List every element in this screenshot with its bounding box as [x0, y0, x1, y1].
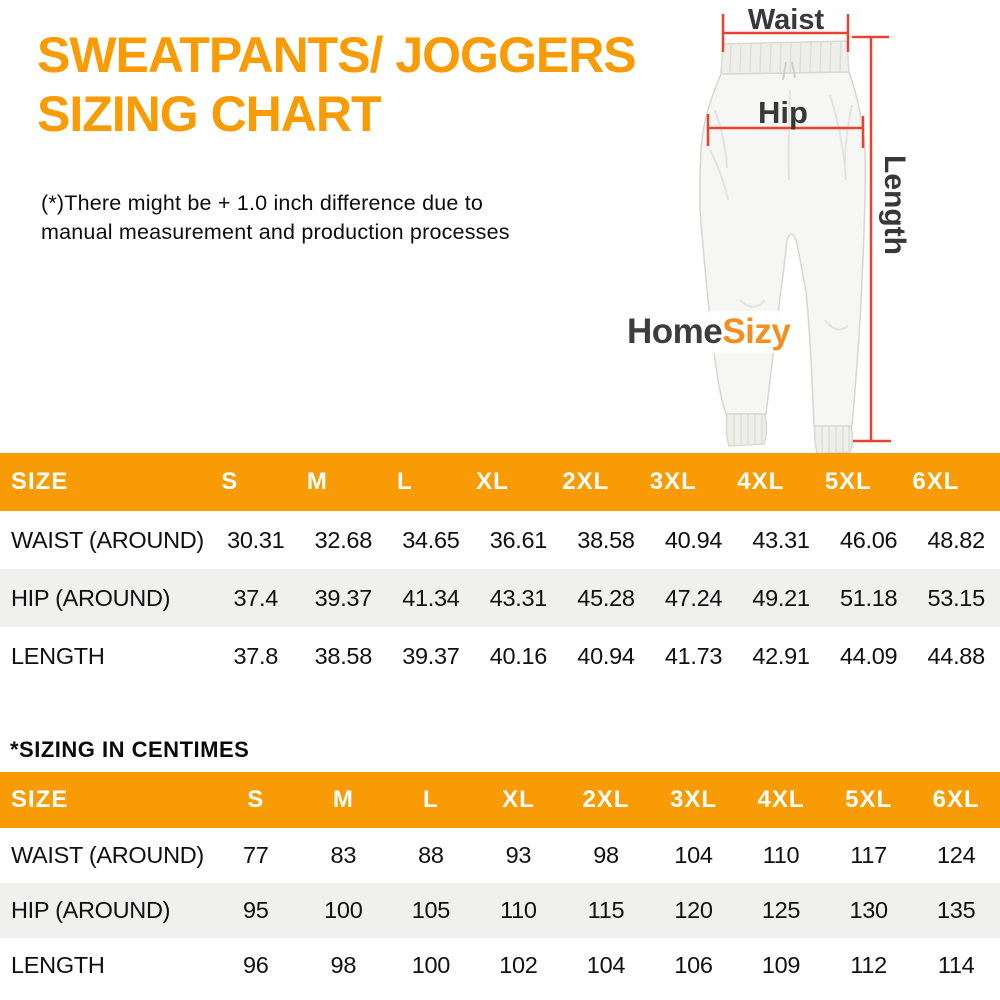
- sizing-table-inches: [0, 453, 1000, 685]
- size-value-cell: 37.8: [233, 642, 279, 669]
- size-value-cell: 104: [674, 842, 713, 868]
- size-value-cell: 106: [674, 952, 713, 978]
- left-cuff: [726, 414, 766, 446]
- hip-label: Hip: [758, 95, 808, 130]
- size-header-M: M: [300, 772, 388, 828]
- size-header-2XL: 2XL: [562, 772, 650, 828]
- size-header-4XL: 4XL: [737, 772, 825, 828]
- row-label: WAIST (AROUND): [11, 526, 204, 553]
- size-value-cell: 43.31: [752, 526, 810, 553]
- size-header-S: S: [212, 453, 300, 511]
- size-value-cell: 98: [330, 952, 357, 978]
- pants-measurement-diagram: [600, 0, 1000, 458]
- size-header-6XL: 6XL: [912, 453, 1000, 511]
- size-value-cell: 51.18: [839, 584, 898, 611]
- size-header-6XL: 6XL: [912, 772, 1000, 828]
- size-value-cell: 120: [674, 897, 713, 923]
- size-value-cell: 125: [761, 897, 801, 923]
- sizing-table-centimeters: [0, 772, 1000, 993]
- size-header-5XL: 5XL: [825, 453, 913, 511]
- size-value-cell: 96: [243, 952, 269, 978]
- cm-section-heading: *SIZING IN CENTIMES: [10, 737, 250, 762]
- size-value-cell: 77: [243, 842, 269, 868]
- size-value-cell: 124: [937, 842, 976, 868]
- header-row: [0, 453, 1000, 511]
- size-value-cell: 53.15: [927, 584, 985, 611]
- size-value-cell: 114: [937, 952, 975, 978]
- size-value-cell: 32.68: [314, 526, 372, 553]
- size-header-3XL: 3XL: [650, 772, 738, 828]
- size-value-cell: 110: [500, 897, 537, 923]
- size-value-cell: 135: [937, 897, 976, 923]
- size-header-L: L: [387, 453, 475, 511]
- row-label: WAIST (AROUND): [11, 842, 204, 868]
- logo-text-sizy: Sizy: [722, 312, 791, 351]
- size-value-cell: 38.58: [577, 526, 635, 553]
- size-value-cell: 34.65: [402, 526, 460, 553]
- measurement-note-line2: manual measurement and production processes: [41, 219, 510, 244]
- size-value-cell: 41.73: [664, 642, 723, 669]
- size-value-cell: 109: [761, 952, 801, 978]
- size-value-cell: 40.16: [489, 642, 548, 669]
- size-value-cell: 37.4: [233, 584, 279, 611]
- measurement-note-line1: (*)There might be + 1.0 inch difference due to: [41, 191, 484, 215]
- size-value-cell: 112: [850, 952, 887, 978]
- table-row: [0, 627, 1000, 685]
- size-value-cell: 98: [593, 842, 619, 868]
- size-value-cell: 42.91: [752, 642, 810, 669]
- row-label: LENGTH: [11, 642, 105, 669]
- logo-text-home: Home: [627, 312, 723, 351]
- size-value-cell: 88: [418, 842, 444, 868]
- size-value-cell: 49.21: [752, 584, 810, 611]
- size-value-cell: 83: [330, 842, 357, 868]
- size-value-cell: 44.88: [927, 642, 985, 669]
- measurement-note: [41, 189, 510, 246]
- size-value-cell: 47.24: [664, 584, 723, 611]
- size-value-cell: 115: [587, 897, 625, 923]
- size-value-cell: 46.06: [839, 526, 898, 553]
- size-value-cell: 93: [505, 842, 532, 868]
- size-value-cell: 45.28: [577, 584, 635, 611]
- table-row: [0, 883, 1000, 938]
- size-value-cell: 41.34: [402, 584, 460, 611]
- size-column-header: SIZE: [0, 453, 212, 511]
- size-header-S: S: [212, 772, 300, 828]
- pants-illustration: [600, 0, 1000, 458]
- table-row: [0, 828, 1000, 883]
- table-row: [0, 938, 1000, 993]
- size-value-cell: 105: [411, 897, 451, 923]
- size-value-cell: 48.82: [927, 526, 985, 553]
- size-value-cell: 39.37: [314, 584, 372, 611]
- waist-label: Waist: [747, 4, 825, 36]
- size-value-cell: 110: [762, 842, 800, 868]
- size-header-XL: XL: [475, 453, 563, 511]
- page-title-line2: SIZING CHART: [37, 86, 381, 142]
- size-header-4XL: 4XL: [737, 453, 825, 511]
- size-header-M: M: [300, 453, 388, 511]
- size-header-3XL: 3XL: [650, 453, 738, 511]
- header-row: [0, 772, 1000, 828]
- table-row: [0, 511, 1000, 569]
- size-value-cell: 38.58: [314, 642, 372, 669]
- table-row: [0, 569, 1000, 627]
- size-value-cell: 100: [324, 897, 363, 923]
- right-cuff: [815, 426, 853, 454]
- size-value-cell: 36.61: [489, 526, 548, 553]
- size-header-L: L: [387, 772, 475, 828]
- size-value-cell: 40.94: [664, 526, 723, 553]
- page-title-line1: SWEATPANTS/ JOGGERS: [37, 27, 636, 83]
- homesizy-logo: [620, 311, 790, 353]
- page-title: [37, 26, 636, 144]
- size-value-cell: 40.94: [577, 642, 635, 669]
- size-value-cell: 43.31: [489, 584, 548, 611]
- size-value-cell: 95: [243, 897, 269, 923]
- size-header-XL: XL: [475, 772, 563, 828]
- size-header-5XL: 5XL: [825, 772, 913, 828]
- row-label: HIP (AROUND): [11, 584, 171, 611]
- size-value-cell: 30.31: [227, 526, 285, 553]
- row-label: LENGTH: [11, 952, 105, 978]
- size-value-cell: 100: [411, 952, 451, 978]
- size-value-cell: 44.09: [839, 642, 898, 669]
- size-value-cell: 102: [499, 952, 538, 978]
- length-label: Length: [878, 155, 911, 255]
- size-header-2XL: 2XL: [562, 453, 650, 511]
- size-column-header: SIZE: [0, 772, 212, 828]
- row-label: HIP (AROUND): [11, 897, 171, 923]
- size-value-cell: 130: [849, 897, 888, 923]
- size-value-cell: 117: [850, 842, 887, 868]
- size-value-cell: 104: [586, 952, 626, 978]
- size-value-cell: 39.37: [402, 642, 460, 669]
